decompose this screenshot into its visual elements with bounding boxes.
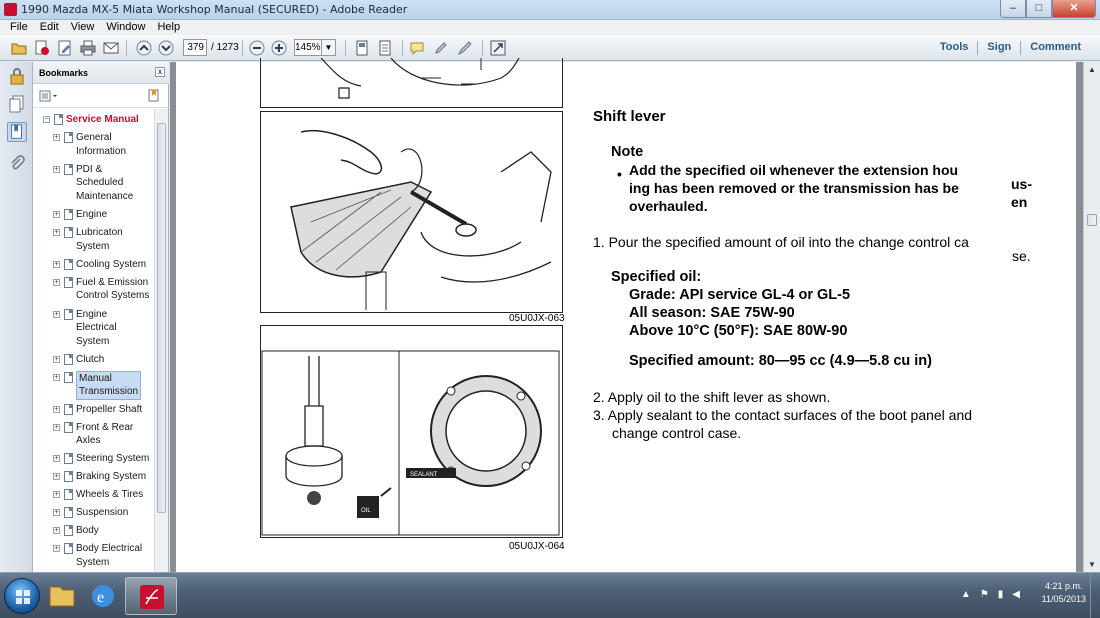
bookmark-page-icon <box>64 471 73 482</box>
note-line-1: Add the specified oil whenever the extension hou <box>629 162 959 178</box>
bookmark-item-engine-electrical-system[interactable] <box>33 308 155 349</box>
bookmarks-tree <box>33 109 155 572</box>
bookmark-page-icon <box>64 422 73 433</box>
bookmark-label <box>76 524 99 538</box>
expand-icon[interactable]: + <box>54 473 59 481</box>
expand-bookmark-icon[interactable] <box>147 89 161 103</box>
bookmark-page-icon <box>64 404 73 415</box>
bookmark-label-line: System <box>76 335 110 347</box>
spec-above: Above 10°C (50°F): SAE 80W-90 <box>629 323 848 339</box>
sign-pen-icon[interactable] <box>456 39 474 57</box>
bookmark-page-icon <box>64 259 73 270</box>
menu-window[interactable]: Window <box>106 21 146 33</box>
bookmark-label-line: Propeller Shaft <box>76 403 143 415</box>
bookmark-label <box>76 403 142 417</box>
figure-pouring-oil <box>260 111 563 313</box>
figure1-caption: 05U0JX-063 <box>509 313 565 324</box>
note-fragment-2: en <box>1011 194 1028 210</box>
section-heading: Shift lever <box>593 108 666 125</box>
bookmark-label-line: Body <box>76 525 99 537</box>
bookmark-label <box>76 452 149 466</box>
bookmark-label-line: Braking System <box>76 471 147 483</box>
zoom-in-icon[interactable] <box>270 39 288 57</box>
bookmark-label-line: Fuel & Emission <box>76 276 149 288</box>
windows-taskbar <box>0 572 1100 618</box>
bookmark-item-clutch[interactable] <box>33 353 155 367</box>
note-bullet: • <box>617 166 622 182</box>
note-line-3: overhauled. <box>629 198 708 214</box>
lock-icon[interactable] <box>7 66 27 86</box>
spec-grade: Grade: API service GL-4 or GL-5 <box>629 287 851 303</box>
bookmark-page-icon <box>64 309 73 320</box>
bookmarks-header <box>33 62 169 84</box>
expand-view-icon[interactable] <box>489 39 507 57</box>
spec-title: Specified oil: <box>611 269 702 285</box>
page-total: / 1273 <box>211 42 239 53</box>
step-3-line-2: change control case. <box>612 425 742 441</box>
bookmark-label-line: Clutch <box>76 353 105 365</box>
navigation-rail <box>0 62 33 572</box>
note-line-2: ing has been removed or the transmission has be <box>629 180 959 196</box>
document-scrollbar[interactable] <box>1083 62 1100 572</box>
bookmark-label-line: PDI & <box>76 163 103 175</box>
bookmark-label <box>76 488 143 502</box>
bookmark-item-fuel-emission-control-systems[interactable] <box>33 276 155 303</box>
zoom-out-icon[interactable] <box>248 39 266 57</box>
bookmark-label-line: Engine <box>76 209 108 221</box>
next-page-icon[interactable] <box>157 39 175 57</box>
bookmark-item-body-electrical-system[interactable] <box>33 542 155 569</box>
bookmark-page-icon <box>64 507 73 518</box>
create-pdf-icon[interactable] <box>33 39 51 57</box>
bookmark-page-icon <box>64 132 73 143</box>
document-view[interactable] <box>170 62 1083 572</box>
bookmark-label <box>76 470 146 484</box>
edit-pdf-icon[interactable] <box>56 39 74 57</box>
bookmark-label-line: Suspension <box>76 507 129 519</box>
bookmarks-scrollbar[interactable] <box>154 109 168 572</box>
highlight-icon[interactable] <box>432 39 450 57</box>
expand-icon[interactable]: + <box>54 491 59 499</box>
bookmark-label-line: Transmission <box>79 386 139 398</box>
expand-icon[interactable]: + <box>54 423 59 431</box>
bookmark-label-line: Maintenance <box>76 190 134 202</box>
clock-time: 4:21 p.m. <box>1045 581 1083 591</box>
page-number-input[interactable]: 379 <box>183 39 207 56</box>
step-2: 2. Apply oil to the shift lever as shown. <box>593 389 831 405</box>
bookmark-item-suspension[interactable] <box>33 506 155 520</box>
adobe-reader-app-icon[interactable] <box>4 3 17 16</box>
expand-icon[interactable]: + <box>54 260 59 268</box>
bookmark-label <box>76 258 146 272</box>
bookmark-label-line: Front & Rear <box>76 421 134 433</box>
zoom-level-input[interactable]: 145% <box>294 39 322 56</box>
bookmark-label <box>76 308 117 349</box>
note-fragment-1: us- <box>1011 176 1032 192</box>
bookmark-label-line: Axles <box>76 435 101 447</box>
expand-icon[interactable]: + <box>54 134 59 141</box>
bookmark-item-wheels-tires[interactable] <box>33 488 155 502</box>
step-1: 1. Pour the specified amount of oil into the change control ca <box>593 234 969 250</box>
expand-icon[interactable]: + <box>54 310 59 318</box>
bookmark-page-icon <box>64 489 73 500</box>
expand-icon[interactable]: + <box>54 278 59 286</box>
adobe-reader-taskbar-icon[interactable] <box>125 577 177 615</box>
bookmark-label <box>76 421 133 448</box>
spec-all-season: All season: SAE 75W-90 <box>629 305 795 321</box>
bookmark-page-icon <box>64 453 73 464</box>
fit-page-icon[interactable] <box>353 39 371 57</box>
menu-help[interactable]: Help <box>157 21 181 33</box>
bookmark-label <box>76 542 142 569</box>
bookmark-item-engine[interactable] <box>33 208 155 222</box>
menu-bar <box>0 20 1100 35</box>
bookmark-item-braking-system[interactable] <box>33 470 155 484</box>
bookmarks-toolbar <box>33 84 169 108</box>
bookmarks-close-button[interactable]: x <box>155 67 165 77</box>
flag-icon[interactable]: ⚑ <box>979 589 989 600</box>
scroll-up-arrow[interactable]: ▲ <box>1088 65 1096 74</box>
figure-oil-and-sealant <box>260 325 563 538</box>
task-pane-links <box>931 41 1090 55</box>
close-button[interactable]: ✕ <box>1052 0 1096 18</box>
note-label: Note <box>611 144 644 160</box>
previous-page-icon[interactable] <box>135 39 153 57</box>
email-icon[interactable] <box>102 39 120 57</box>
minimize-button[interactable]: – <box>1000 0 1026 18</box>
bookmarks-title: Bookmarks <box>39 68 89 78</box>
internet-explorer-icon[interactable] <box>77 577 129 615</box>
expand-icon[interactable]: + <box>54 545 59 553</box>
bookmark-root-label: Service Manual <box>66 114 139 125</box>
bookmark-item-front-rear-axles[interactable] <box>33 421 155 448</box>
expand-icon[interactable]: + <box>54 355 59 363</box>
bookmark-label <box>76 131 126 158</box>
bookmark-label <box>76 506 128 520</box>
tools-link[interactable]: Tools <box>939 41 969 53</box>
bookmarks-scrollbar-thumb[interactable] <box>157 123 166 513</box>
bookmark-label-line: Scheduled <box>76 177 124 189</box>
bookmark-item-steering-system[interactable] <box>33 452 155 466</box>
svg-text:e: e <box>97 589 105 606</box>
menu-file[interactable]: File <box>10 21 28 33</box>
comment-link[interactable]: Comment <box>1030 41 1081 53</box>
bookmark-label-line: Control Systems <box>76 290 150 302</box>
step-3-line-1: 3. Apply sealant to the contact surfaces of the boot panel and <box>593 407 973 423</box>
bookmark-label <box>76 163 133 204</box>
bookmark-label-line: Cooling System <box>76 258 147 270</box>
oil-can-label: OIL <box>361 508 371 514</box>
expand-icon[interactable]: + <box>54 455 59 463</box>
zoom-dropdown-arrow[interactable]: ▼ <box>322 39 336 56</box>
bookmark-label-line: Engine <box>76 308 108 320</box>
bookmark-label-line: Wheels & Tires <box>76 489 144 501</box>
sign-link[interactable]: Sign <box>987 41 1012 53</box>
open-file-icon[interactable] <box>10 39 28 57</box>
attachments-icon[interactable] <box>7 154 27 174</box>
bookmark-item-body[interactable] <box>33 524 155 538</box>
clock-date: 11/05/2013 <box>1041 594 1086 604</box>
step-1-tail: se. <box>1012 248 1031 264</box>
sticky-note-icon[interactable] <box>408 39 426 57</box>
expand-icon[interactable]: + <box>54 211 59 219</box>
system-tray <box>961 589 1020 600</box>
menu-edit[interactable]: Edit <box>39 21 59 33</box>
figure2-caption: 05U0JX-064 <box>509 541 565 552</box>
bookmark-item-general-information[interactable] <box>33 131 155 158</box>
bookmark-label <box>76 208 107 222</box>
bookmark-page-icon <box>64 277 73 288</box>
scroll-mode-icon[interactable] <box>376 39 394 57</box>
bookmark-page-icon <box>64 164 73 175</box>
network-icon[interactable]: ▮ <box>997 589 1004 600</box>
expand-icon[interactable]: + <box>54 509 59 517</box>
taskbar-clock[interactable] <box>1042 580 1086 606</box>
pdf-page <box>176 62 1076 572</box>
expand-icon[interactable]: + <box>54 229 59 237</box>
bookmark-label-line: Information <box>76 145 127 157</box>
menu-view[interactable]: View <box>70 21 95 33</box>
sealant-tube-label: SEALANT <box>410 472 438 478</box>
show-desktop-button[interactable] <box>1090 573 1100 618</box>
bookmark-label-line: Lubricaton <box>76 227 123 239</box>
bookmark-page-icon <box>64 372 73 383</box>
volume-icon[interactable]: ◀ <box>1012 589 1020 600</box>
bookmark-page-icon <box>64 543 73 554</box>
bookmark-label-line: System <box>76 240 110 252</box>
bookmark-label <box>76 276 149 303</box>
bookmark-item-manual-transmission[interactable] <box>33 371 155 398</box>
bookmark-page-icon <box>64 209 73 220</box>
bookmark-label-line: Body Electrical <box>76 543 143 555</box>
bookmark-label <box>76 226 123 253</box>
bookmarks-panel-icon[interactable] <box>7 122 27 142</box>
bookmarks-pane <box>33 62 169 572</box>
spec-amount: Specified amount: 80—95 cc (4.9—5.8 cu in) <box>629 353 932 369</box>
scroll-down-arrow[interactable]: ▼ <box>1088 560 1096 569</box>
tray-expand-icon[interactable]: ▲ <box>960 589 971 600</box>
title-bar <box>0 0 1100 20</box>
print-icon[interactable] <box>79 39 97 57</box>
bookmark-options-icon[interactable] <box>39 90 59 102</box>
expand-icon[interactable]: + <box>54 165 59 173</box>
bookmark-item-cooling-system[interactable] <box>33 258 155 272</box>
bookmark-label-line: Electrical <box>76 322 117 333</box>
start-button[interactable] <box>4 578 40 614</box>
bookmark-label-line: General <box>76 132 112 143</box>
bookmark-label-line: Manual <box>79 372 112 384</box>
bookmark-label-line: System <box>76 556 110 568</box>
maximize-button[interactable]: □ <box>1026 0 1052 18</box>
bookmark-label <box>76 371 141 400</box>
bookmark-item-propeller-shaft[interactable] <box>33 403 155 417</box>
expand-icon[interactable]: + <box>54 373 59 381</box>
expand-icon[interactable]: + <box>54 405 59 413</box>
bookmark-page-icon <box>64 525 73 536</box>
bookmark-item-lubricaton-system[interactable] <box>33 226 155 253</box>
window-controls <box>1000 0 1096 18</box>
previous-figure-partial <box>260 58 563 108</box>
bookmark-item-pdi-scheduled-maintenance[interactable] <box>33 163 155 204</box>
collapse-icon[interactable]: − <box>44 116 49 123</box>
document-scrollbar-thumb[interactable] <box>1087 214 1097 226</box>
bookmark-label <box>76 353 104 367</box>
window-title: 1990 Mazda MX-5 Miata Workshop Manual (SECURED) - Adobe Reader <box>21 3 408 16</box>
bookmark-label-line: Steering System <box>76 453 150 465</box>
bookmark-page-icon <box>54 114 63 125</box>
page-thumbnails-icon[interactable] <box>7 94 27 114</box>
bookmark-page-icon <box>64 227 73 238</box>
bookmark-page-icon <box>64 354 73 365</box>
expand-icon[interactable]: + <box>54 527 59 535</box>
